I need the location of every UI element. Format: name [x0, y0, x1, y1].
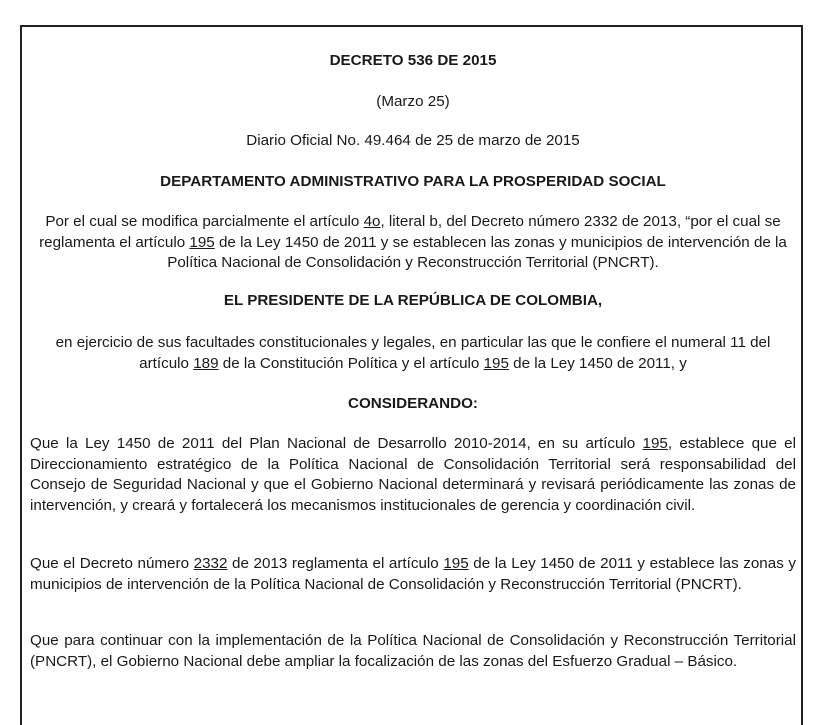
article-195-link[interactable]: 195 [483, 354, 509, 372]
article-4o-link[interactable]: 4o [363, 213, 381, 230]
clause-text: Que el Decreto número [30, 555, 194, 572]
considering-clause-2 [30, 554, 796, 595]
article-189-link[interactable]: 189 [193, 354, 219, 372]
clause-text: de 2013 reglamenta el artículo [227, 555, 444, 572]
powers-paragraph [30, 333, 796, 374]
decree-page [20, 25, 803, 725]
clause-text: de la Ley 1450 de 2011 y establece las zonas y municipios de intervención de la Política Nacional de Consolidación y Reconstrucción Territorial (PNCRT). [30, 555, 796, 593]
decree-date: (Marzo 25) [376, 93, 450, 110]
summary-text: , literal b, del Decreto número 2332 de 2013, “por el cual se reglamenta el artículo [39, 213, 781, 251]
article-195-link[interactable]: 195 [443, 555, 469, 572]
article-195-link[interactable]: 195 [189, 233, 215, 251]
president-heading: EL PRESIDENTE DE LA REPÚBLICA DE COLOMBIA, [223, 292, 603, 309]
clause-text: Que la Ley 1450 de 2011 del Plan Nacional de Desarrollo 2010-2014, en su artículo [30, 435, 643, 452]
clause-text: , establece que el Direccionamiento estratégico de la Política Nacional de Consolidación Territorial será responsabilidad del Consejo de Seguridad Nacional y que el Gobierno Nacional determinará y revisará periódicamente las zonas de intervención, y creará y fortalecerá los mecanismos institucionales de gerencia y coordinación civil. [30, 435, 796, 514]
article-195-link[interactable]: 195 [642, 435, 668, 452]
considering-clause-3: Que para continuar con la implementación de la Política Nacional de Consolidación y Reconstrucción Territorial (PNCRT), el Gobierno Nacional debe ampliar la focalización de las zonas del Esfuerzo Gradual – Básico. [30, 632, 796, 670]
decree-2332-link[interactable]: 2332 [193, 555, 228, 572]
powers-text: de la Ley 1450 de 2011, y [508, 354, 687, 372]
summary-text: de la Ley 1450 de 2011 y se establecen las zonas y municipios de intervención de la Política Nacional de Consolidación y Reconstrucción Territorial (PNCRT). [167, 233, 787, 271]
summary-text: Por el cual se modifica parcialmente el artículo [45, 213, 364, 230]
decree-summary [30, 212, 796, 274]
gazette-reference: Diario Oficial No. 49.464 de 25 de marzo de 2015 [246, 132, 580, 149]
considering-heading: CONSIDERANDO: [348, 395, 478, 412]
powers-text: de la Constitución Política y el artículo [218, 354, 484, 372]
decree-title: DECRETO 536 DE 2015 [329, 52, 497, 69]
powers-text: en ejercicio de sus facultades constitucionales y legales, en particular las que le confiere el numeral 11 del artículo [55, 334, 771, 372]
considering-clause-1 [30, 434, 796, 516]
department-heading: DEPARTAMENTO ADMINISTRATIVO PARA LA PROSPERIDAD SOCIAL [160, 173, 666, 190]
